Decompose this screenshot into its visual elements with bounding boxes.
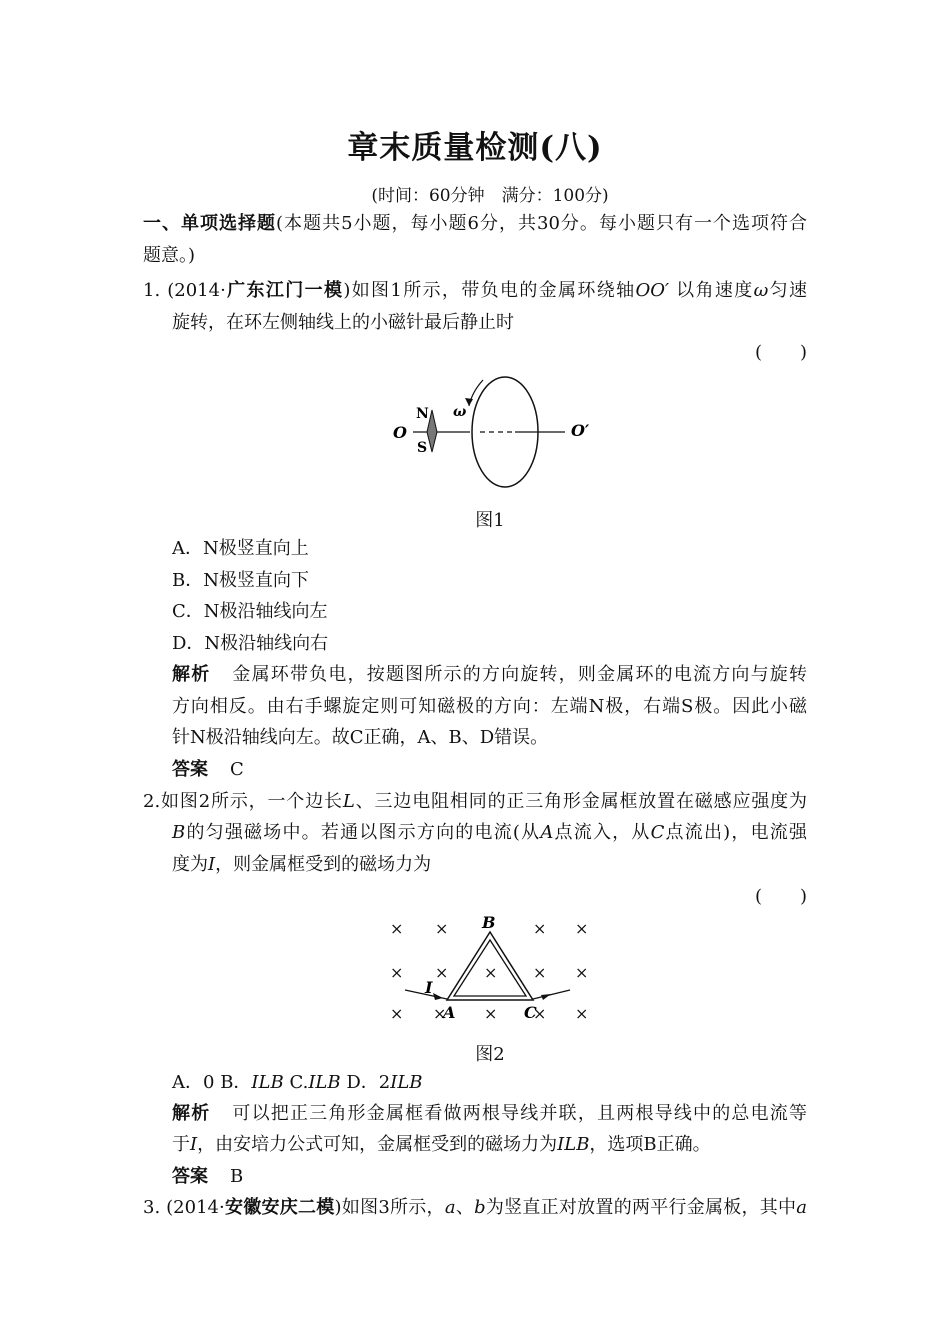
q2-text-f: 度为: [172, 854, 208, 875]
paren-close: ): [799, 886, 807, 907]
q2-analysis-c: ，选项B正确。: [589, 1134, 711, 1155]
q1-axis: OO′: [635, 280, 670, 301]
figure-2-caption: 图2: [475, 1044, 505, 1065]
cross-mark: ×: [533, 1004, 547, 1023]
q2-C: C: [650, 822, 665, 843]
q2-analysis-line-2: [172, 1133, 711, 1157]
q3-number: 3. (2014·: [143, 1197, 225, 1218]
q2-answer-blank: [755, 886, 807, 907]
exam-info: (时间：60分钟 满分：100分): [371, 186, 609, 206]
question-2-line-1: [143, 790, 807, 814]
current-in-arrowhead: [433, 993, 443, 1000]
q2-options: [172, 1071, 423, 1095]
figure-2-triangle-diagram: [385, 910, 600, 1030]
q1-analysis-text: 金属环带负电，按题图所示的方向旋转，则金属环的电流方向与旋转: [232, 664, 808, 685]
cross-mark: ×: [435, 963, 449, 982]
cross-mark: ×: [484, 1004, 498, 1023]
paren-open: (: [755, 342, 763, 363]
label-O: O: [393, 423, 407, 442]
q1-answer: C: [230, 759, 244, 780]
question-1-line-1: [143, 279, 807, 303]
q2-option-b-value: ILB: [251, 1072, 284, 1093]
q2-analysis-line-1: [172, 1102, 807, 1126]
question-2-line-3: [172, 853, 431, 877]
section-heading: 一、单项选择题: [143, 213, 277, 234]
q1-analysis-label: 解析: [172, 664, 211, 685]
q3-text: )如图3所示，: [334, 1197, 445, 1218]
q3-a: a: [444, 1197, 456, 1218]
cross-mark: ×: [575, 919, 589, 938]
q2-option-c-value: ILB: [308, 1072, 341, 1093]
label-A: A: [443, 1003, 456, 1022]
q3-source: 安徽安庆二模: [224, 1197, 335, 1218]
section-desc: (本题共5小题，每小题6分，共30分。每小题只有一个选项符合: [276, 213, 807, 234]
label-B: B: [482, 913, 496, 932]
q2-analysis-text: 可以把正三角形金属框看做两根导线并联，且两根导线中的总电流等: [232, 1103, 808, 1124]
q3-text-b: 为竖直正对放置的两平行金属板，其中: [485, 1197, 797, 1218]
label-S: S: [417, 440, 428, 456]
q1-answer-label: 答案: [172, 759, 208, 780]
section-heading-line: [143, 212, 807, 236]
q1-option-d: D．N极沿轴线向右: [172, 633, 329, 654]
question-2-line-2: [172, 821, 807, 845]
cross-mark: ×: [533, 963, 547, 982]
q1-number: 1. (2014·: [143, 280, 226, 301]
question-3-line-1: [143, 1196, 807, 1220]
q2-number: 2.: [143, 791, 161, 812]
label-omega: ω: [453, 404, 467, 420]
q2-text-c: 的匀强磁场中。若通以图示方向的电流(从: [185, 822, 541, 843]
q3-b: b: [474, 1197, 486, 1218]
paren-close: ): [799, 342, 807, 363]
q1-omega: ω: [753, 280, 769, 301]
q3-a2: a: [796, 1197, 808, 1218]
q2-text-b: 、三边电阻相同的正三角形金属框放置在磁感应强度为: [354, 791, 808, 812]
q2-A: A: [540, 822, 554, 843]
q2-option-b: B．: [220, 1072, 252, 1093]
q2-option-a: A．0: [172, 1072, 215, 1093]
q2-analysis-ILB: ILB: [557, 1134, 590, 1155]
q1-source: 广东江门一模: [225, 280, 344, 301]
cross-mark: ×: [435, 919, 449, 938]
q1-option-b: B．N极竖直向下: [172, 570, 309, 591]
q2-text: 如图2所示，一个边长: [160, 791, 343, 812]
question-1-line-2: 旋转，在环左侧轴线上的小磁针最后静止时: [172, 312, 514, 333]
label-N: N: [416, 406, 429, 422]
q2-option-d: D．2: [346, 1072, 391, 1093]
q2-analysis-label: 解析: [172, 1103, 211, 1124]
q2-text-d: 点流入，从: [553, 822, 651, 843]
q1-answer-blank: [755, 342, 807, 363]
q2-analysis-b: ，由安培力公式可知，金属框受到的磁场力为: [197, 1134, 558, 1155]
q2-L: L: [342, 791, 355, 812]
section-desc-cont: 题意。): [143, 245, 196, 266]
q1-option-a: A．N极竖直向上: [172, 538, 309, 559]
q1-analysis-line-3: 针N极沿轴线向左。故C正确，A、B、D错误。: [172, 727, 549, 748]
q1-analysis-line-1: [172, 663, 807, 687]
q2-text-g: ，则金属框受到的磁场力为: [215, 854, 432, 875]
label-I: I: [425, 978, 433, 997]
q1-answer-line: [172, 758, 244, 782]
q2-I: I: [208, 854, 216, 875]
cross-mark: ×: [390, 1004, 404, 1023]
q2-text-e: 点流出)，电流强: [664, 822, 807, 843]
current-out-wire: [533, 990, 570, 999]
q2-option-d-value: ILB: [390, 1072, 423, 1093]
q2-option-c: C.: [289, 1072, 309, 1093]
figure-1-caption: 图1: [475, 510, 505, 531]
q2-analysis-a: 于: [172, 1134, 190, 1155]
current-out-arrowhead: [541, 994, 551, 1000]
figure-1-ring-diagram: [385, 372, 605, 497]
label-O-prime: O′: [571, 421, 590, 440]
cross-mark: ×: [575, 963, 589, 982]
q1-text-b: 以角速度: [676, 280, 754, 301]
q1-option-c: C．N极沿轴线向左: [172, 601, 328, 622]
q2-analysis-I: I: [190, 1134, 198, 1155]
q2-answer-line: [172, 1165, 243, 1189]
q2-answer-label: 答案: [172, 1166, 208, 1187]
q2-B: B: [172, 822, 186, 843]
page-title: 章末质量检测(八): [347, 130, 603, 166]
cross-mark: ×: [484, 963, 498, 982]
cross-mark: ×: [533, 919, 547, 938]
cross-mark: ×: [575, 1004, 589, 1023]
paren-open: (: [755, 886, 763, 907]
q1-analysis-line-2: 方向相反。由右手螺旋定则可知磁极的方向：左端N极，右端S极。因此小磁: [172, 696, 807, 717]
q3-sep: 、: [455, 1197, 475, 1218]
q2-answer: B: [230, 1166, 244, 1187]
label-C: C: [524, 1003, 537, 1022]
cross-mark: ×: [433, 1004, 447, 1023]
cross-mark: ×: [390, 963, 404, 982]
q1-text-c: 匀速: [768, 280, 808, 301]
cross-mark: ×: [390, 919, 404, 938]
q1-text: )如图1所示，带负电的金属环绕轴: [343, 280, 636, 301]
